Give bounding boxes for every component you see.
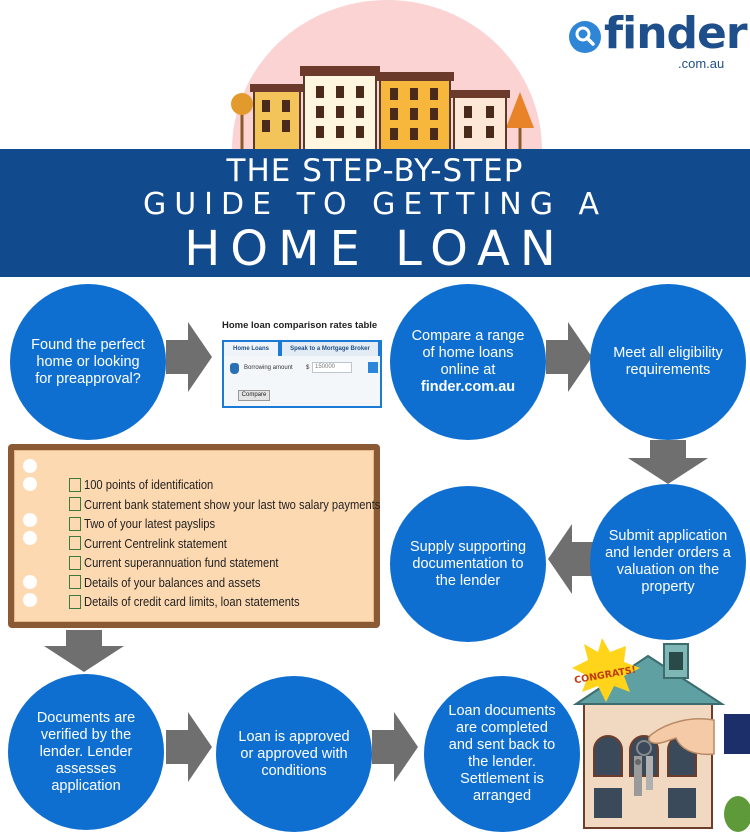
checkbox-icon [69,595,81,609]
houses-illustration [222,0,552,150]
binder-ring-icon [23,459,37,473]
step-compare-loans-text: Compare a range of home loans online at [411,328,525,378]
arrow-right-icon [166,712,212,782]
checklist [69,475,429,612]
step-settlement-text: Loan documents are completed and sent back to the lender. Settlement is arranged [448,703,556,804]
arrow-left-icon [548,524,594,594]
checklist-item [69,573,429,593]
comparison-title: Home loan comparison rates table [222,320,378,331]
title-line-1: THE STEP-BY-STEP [226,153,524,189]
arrow-down-icon [628,440,708,484]
step-compare-loans [390,284,546,440]
logo-domain: .com.au [678,56,725,71]
checkbox-icon [69,478,81,492]
arrow-right-icon [166,322,212,392]
step-supply-documentation [390,486,546,642]
tab-mortgage-broker[interactable]: Speak to a Mortgage Broker [282,342,378,356]
checklist-item-text: Current superannuation fund statement [84,555,279,571]
magnifier-icon [568,20,602,54]
checklist-item-text: 100 points of identification [84,477,214,493]
checkbox-icon [69,536,81,550]
arrow-right-icon [546,322,592,392]
checklist-item [69,534,429,554]
step-found-home-text: Found the perfect home or looking for preapproval? [31,336,145,387]
congrats-label: CONGRATS! [573,664,637,687]
step-submit-application-text: Submit application and lender orders a valuation on the property [605,528,731,595]
checklist-item-text: Details of your balances and assets [84,574,261,590]
title-banner [0,149,750,277]
currency-symbol: $ [306,365,310,371]
binder-ring-icon [23,513,37,527]
checklist-item [69,553,429,573]
calculator-icon[interactable] [368,362,378,373]
checklist-item-text: Details of credit card limits, loan statements [84,594,300,610]
comparison-panel [222,340,382,408]
binder-ring-icon [23,593,37,607]
checklist-item [69,514,429,534]
checklist-item-text: Current Centrelink statement [84,535,227,551]
binder-ring-icon [23,531,37,545]
comparison-form [224,356,380,406]
title-line-3: HOME LOAN [184,221,566,277]
compare-button[interactable]: Compare [238,390,270,401]
finder-link[interactable]: finder.com.au [420,379,516,395]
step-settlement [424,676,580,832]
checkbox-icon [69,556,81,570]
step-submit-application [590,484,746,640]
document-checklist-board [8,444,380,628]
checklist-item [69,495,429,515]
borrowing-label: Borrowing amount [244,365,293,371]
step-documents-verified-text: Documents are verified by the lender. Lender assesses application [36,709,136,794]
arrow-down-icon [44,630,124,672]
borrowing-amount-input[interactable]: 150000 [312,362,352,373]
comparison-table-widget [222,320,382,410]
arrow-right-icon [372,712,418,782]
tab-home-loans[interactable]: Home Loans [224,342,278,356]
checklist-item [69,592,429,612]
step-eligibility-text: Meet all eligibility requirements [613,345,723,378]
step-found-home [10,284,166,440]
binder-ring-icon [23,575,37,589]
checklist-item-text: Current bank statement show your last two salary payments [84,496,381,512]
money-bag-icon [230,363,239,374]
checkbox-icon [69,517,81,531]
house-keys-illustration [572,638,750,832]
step-compare-loans-wrap [408,328,528,396]
step-supply-documentation-text: Supply supporting documentation to the lender [409,538,527,589]
checkbox-icon [69,497,81,511]
step-eligibility [590,284,746,440]
step-documents-verified [8,674,164,830]
binder-ring-icon [23,477,37,491]
checklist-item [69,475,429,495]
step-loan-approved [216,676,372,832]
finder-logo [568,8,747,74]
step-loan-approved-text: Loan is approved or approved with conditions [238,728,350,779]
title-line-2: GUIDE TO GETTING A [142,187,608,222]
checklist-item-text: Two of your latest payslips [84,516,216,532]
checklist-paper [14,450,381,622]
logo-wordmark: finder [604,8,747,59]
checkbox-icon [69,575,81,589]
